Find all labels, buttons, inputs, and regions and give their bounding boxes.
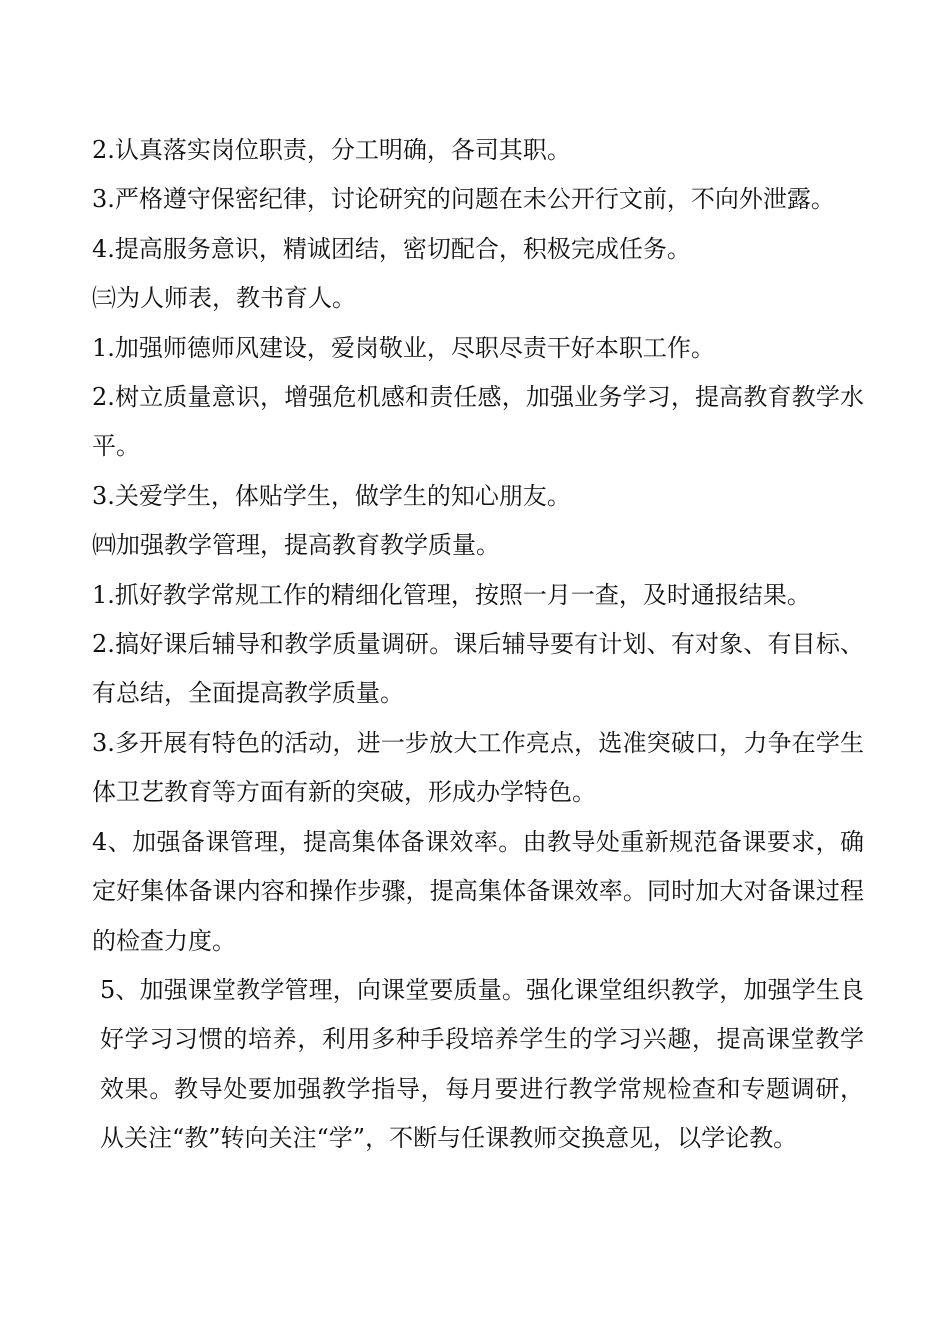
paragraph-tutoring: 2.搞好课后辅导和教学质量调研。课后辅导要有计划、有对象、有目标、有总结，全面提高教学质量。 xyxy=(92,630,864,708)
paragraph-classroom-management: 5、加强课堂教学管理，向课堂要质量。强化课堂组织教学，加强学生良好学习习惯的培养，利用多种手段培养学生的学习兴趣，提高课堂教学效果。教导处要加强教学指导，每月要进行教学常规检查和专题调研，从关注“教”转向关注“学”，不断与任课教师交换意见，以学论教。 xyxy=(100,975,864,1153)
section-heading-teacher-ethics: ㈢为人师表，教书育人。 xyxy=(92,284,356,313)
paragraph-routine-management: 1.抓好教学常规工作的精细化管理，按照一月一查，及时通报结果。 xyxy=(92,580,811,609)
paragraph-quality-awareness: 2.树立质量意识，增强危机感和责任感，加强业务学习，提高教育教学水平。 xyxy=(92,383,864,461)
paragraph-ethics: 1.加强师德师风建设，爱岗敬业，尽职尽责干好本职工作。 xyxy=(92,333,715,362)
section-heading-teaching-management: ㈣加强教学管理，提高教育教学质量。 xyxy=(92,531,500,560)
paragraph-care-students: 3.关爱学生，体贴学生，做学生的知心朋友。 xyxy=(92,481,571,510)
paragraph-lesson-prep: 4、加强备课管理，提高集体备课效率。由教导处重新规范备课要求，确定好集体备课内容和操作步骤，提高集体备课效率。同时加大对备课过程的检查力度。 xyxy=(92,827,864,955)
paragraph-confidentiality: 3.严格遵守保密纪律，讨论研究的问题在未公开行文前，不向外泄露。 xyxy=(92,185,835,214)
paragraph-service: 4.提高服务意识，精诚团结，密切配合，积极完成任务。 xyxy=(92,234,691,263)
document-body xyxy=(92,126,864,1164)
paragraph-activities: 3.多开展有特色的活动，进一步放大工作亮点，选准突破口，力争在学生体卫艺教育等方面有新的突破，形成办学特色。 xyxy=(92,728,864,807)
paragraph-duty: 2.认真落实岗位职责，分工明确，各司其职。 xyxy=(92,136,571,164)
